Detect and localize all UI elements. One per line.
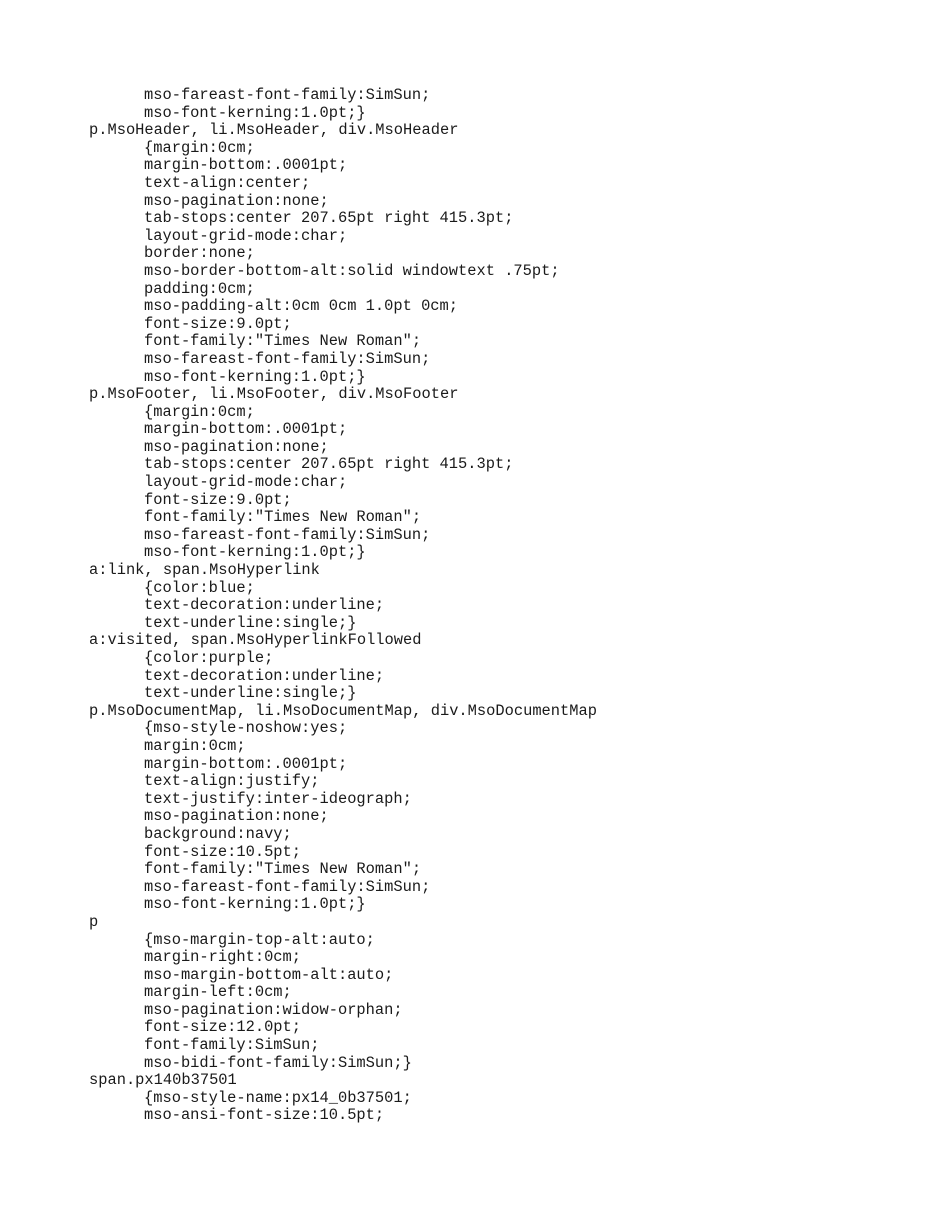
css-declaration-line: text-align:center; <box>144 173 311 192</box>
css-code-block <box>89 87 597 1125</box>
css-selector-line: p.MsoFooter, li.MsoFooter, div.MsoFooter <box>89 385 459 404</box>
css-declaration-line: margin-bottom:.0001pt; <box>144 156 348 175</box>
css-declaration-line: mso-font-kerning:1.0pt;} <box>144 543 366 562</box>
css-declaration-line: {mso-margin-top-alt:auto; <box>144 930 375 949</box>
css-selector-line: span.px140b37501 <box>89 1071 237 1090</box>
css-declaration-line: margin-bottom:.0001pt; <box>144 420 348 439</box>
css-selector-line: a:link, span.MsoHyperlink <box>89 561 320 580</box>
css-declaration-line: mso-border-bottom-alt:solid windowtext .75pt; <box>144 261 560 280</box>
css-declaration-line: {mso-style-noshow:yes; <box>144 719 348 738</box>
css-declaration-line: mso-font-kerning:1.0pt;} <box>144 103 366 122</box>
css-declaration-line: padding:0cm; <box>144 279 255 298</box>
css-declaration-line: mso-fareast-font-family:SimSun; <box>144 349 431 368</box>
css-declaration-line: {mso-style-name:px14_0b37501; <box>144 1088 412 1107</box>
css-declaration-line: mso-fareast-font-family:SimSun; <box>144 86 431 104</box>
css-declaration-line: font-family:"Times New Roman"; <box>144 332 422 351</box>
css-declaration-line: mso-pagination:none; <box>144 437 329 456</box>
css-selector-line: p <box>89 912 99 931</box>
css-declaration-line: font-size:12.0pt; <box>144 1018 302 1037</box>
css-declaration-line: text-justify:inter-ideograph; <box>144 789 412 808</box>
css-declaration-line: font-size:9.0pt; <box>144 490 292 509</box>
css-declaration-line: text-underline:single;} <box>144 684 357 703</box>
css-selector-line: p.MsoHeader, li.MsoHeader, div.MsoHeader <box>89 121 459 140</box>
css-declaration-line: {color:purple; <box>144 649 274 667</box>
css-declaration-line: mso-pagination:none; <box>144 807 329 826</box>
css-declaration-line: mso-margin-bottom-alt:auto; <box>144 965 394 984</box>
css-declaration-line: {margin:0cm; <box>144 402 255 421</box>
css-declaration-line: {margin:0cm; <box>144 138 255 157</box>
css-declaration-line: margin-left:0cm; <box>144 983 292 1002</box>
css-declaration-line: text-underline:single;} <box>144 613 357 632</box>
css-declaration-line: margin-bottom:.0001pt; <box>144 754 348 773</box>
css-declaration-line: mso-padding-alt:0cm 0cm 1.0pt 0cm; <box>144 297 459 316</box>
css-declaration-line: font-family:"Times New Roman"; <box>144 860 422 879</box>
css-declaration-line: mso-ansi-font-size:10.5pt; <box>144 1106 385 1125</box>
css-declaration-line: mso-bidi-font-family:SimSun;} <box>144 1053 412 1072</box>
css-declaration-line: font-family:"Times New Roman"; <box>144 508 422 527</box>
css-declaration-line: mso-pagination:widow-orphan; <box>144 1000 403 1019</box>
css-declaration-line: layout-grid-mode:char; <box>144 473 348 492</box>
css-declaration-line: text-decoration:underline; <box>144 666 385 685</box>
css-declaration-line: mso-font-kerning:1.0pt;} <box>144 895 366 914</box>
css-declaration-line: background:navy; <box>144 824 292 843</box>
css-declaration-line: margin:0cm; <box>144 736 246 755</box>
css-declaration-line: mso-fareast-font-family:SimSun; <box>144 877 431 896</box>
css-declaration-line: font-size:10.5pt; <box>144 842 302 861</box>
css-declaration-line: text-align:justify; <box>144 772 320 791</box>
css-selector-line: p.MsoDocumentMap, li.MsoDocumentMap, div.MsoDocumentMap <box>89 701 597 720</box>
css-declaration-line: tab-stops:center 207.65pt right 415.3pt; <box>144 455 514 474</box>
css-declaration-line: mso-pagination:none; <box>144 191 329 210</box>
css-declaration-line: margin-right:0cm; <box>144 948 302 967</box>
css-selector-line: a:visited, span.MsoHyperlinkFollowed <box>89 631 422 650</box>
css-declaration-line: font-size:9.0pt; <box>144 314 292 333</box>
css-declaration-line: text-decoration:underline; <box>144 596 385 615</box>
css-declaration-line: mso-fareast-font-family:SimSun; <box>144 525 431 544</box>
css-declaration-line: mso-font-kerning:1.0pt;} <box>144 367 366 386</box>
css-declaration-line: layout-grid-mode:char; <box>144 226 348 245</box>
css-declaration-line: {color:blue; <box>144 578 255 597</box>
css-declaration-line: border:none; <box>144 244 255 263</box>
css-declaration-line: font-family:SimSun; <box>144 1036 320 1055</box>
css-declaration-line: tab-stops:center 207.65pt right 415.3pt; <box>144 209 514 228</box>
